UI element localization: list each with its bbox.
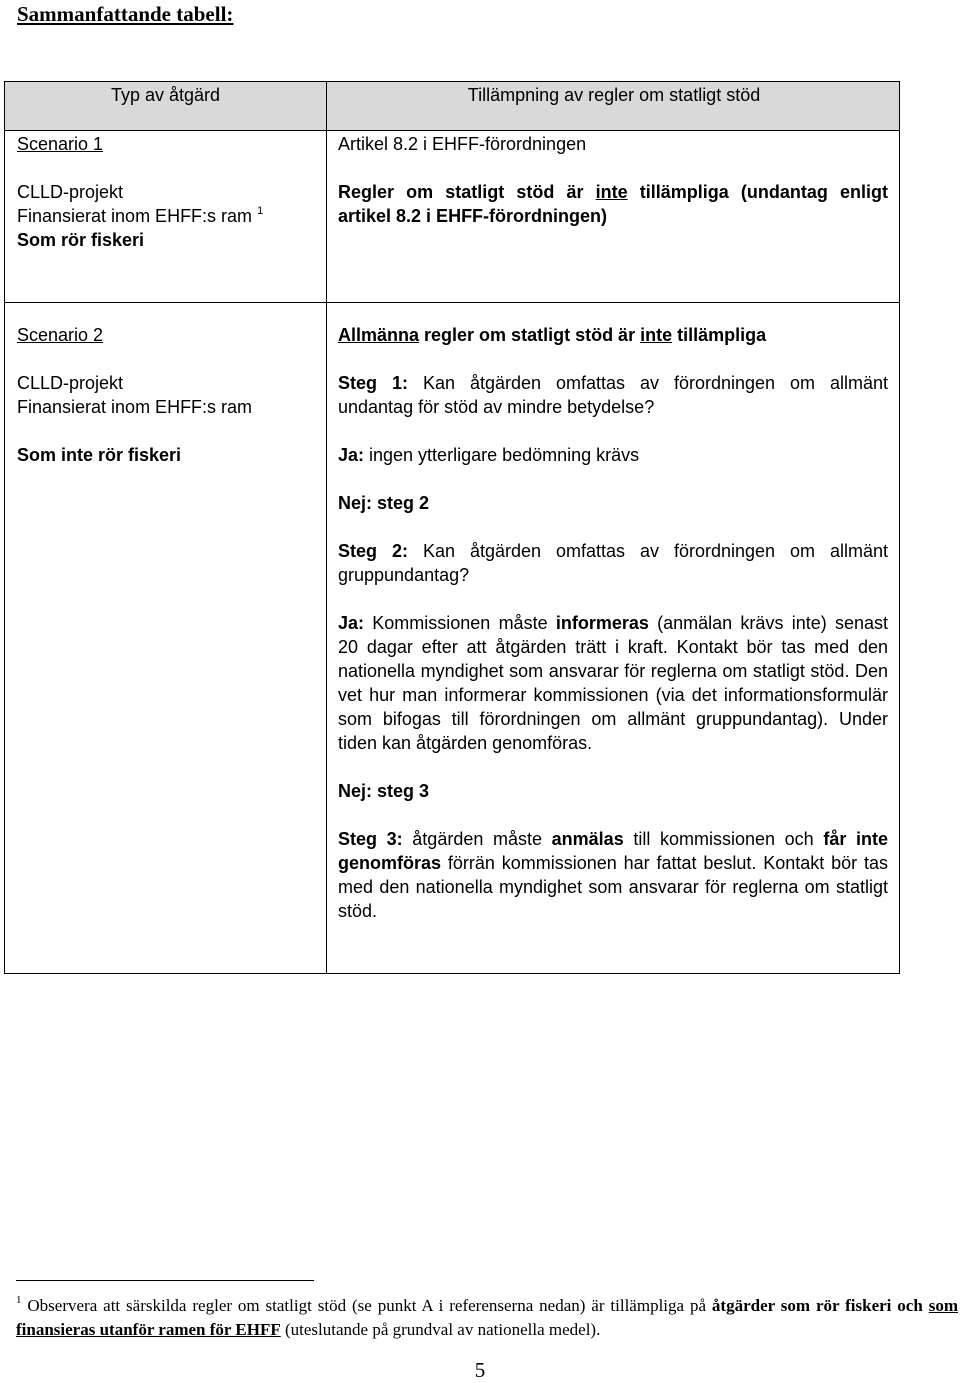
- table-column-divider: [326, 82, 327, 973]
- table-header-divider: [5, 130, 899, 131]
- row2-application-cell: [338, 323, 888, 923]
- row2-type-cell: [17, 323, 317, 467]
- row2-project: CLLD-projekt: [17, 373, 124, 393]
- row1-application-cell: [338, 132, 888, 228]
- footnote: $^1$ Observera att särskilda regler om statligt stöd (se punkt A i referenserna nedan) är tillämpliga på åtgärder som rör fiskeri och som finansieras utanför ramen för EHFF (uteslutande på grundval av nationella medel).: [16, 1294, 958, 1339]
- header-col-application: Tillämpning av regler om statligt stöd: [467, 85, 761, 105]
- footnote-reference: 1: [257, 205, 264, 217]
- row1-rule: Regler om statligt stöd är inte tillämpliga (undantag enligt artikel 8.2 i EHFF-förordningen): [338, 182, 888, 226]
- footnote-number: 1: [16, 1294, 22, 1307]
- row1-article: Artikel 8.2 i EHFF-förordningen: [338, 134, 587, 154]
- row2-scenario: Scenario 2: [17, 325, 104, 345]
- page-number: 5: [474, 1358, 486, 1382]
- row1-type-cell: [17, 132, 317, 252]
- header-col-type: Typ av åtgärd: [110, 85, 221, 105]
- row2-step2-no: Nej: steg 3: [338, 781, 430, 801]
- row1-category: Som rör fiskeri: [17, 230, 145, 250]
- row2-step1-no: Nej: steg 2: [338, 493, 430, 513]
- table-row-divider: [5, 302, 899, 303]
- row2-general-rule: Allmänna regler om statligt stöd är inte tillämpliga: [338, 325, 767, 345]
- row1-project: CLLD-projekt: [17, 182, 124, 202]
- row2-step1: Steg 1: Kan åtgärden omfattas av förordningen om allmänt undantag för stöd av mindre betydelse?: [338, 373, 888, 417]
- page-heading: Sammanfattande tabell:: [17, 2, 234, 26]
- summary-table: [4, 81, 900, 974]
- row2-step2-yes: Ja: Kommissionen måste informeras (anmälan krävs inte) senast 20 dagar efter att åtgärden trätt i kraft. Kontakt bör tas med den nationella myndighet som ansvarar för reglerna om statligt stöd. Den vet hur man informerar kommissionen (via det informationsformulär som bifogas till förordningen om allmänt gruppundantag). Under tiden kan åtgärden genomföras.: [338, 613, 888, 753]
- row2-step2: Steg 2: Kan åtgärden omfattas av förordningen om allmänt gruppundantag?: [338, 541, 888, 585]
- row2-financed: Finansierat inom EHFF:s ram: [17, 397, 253, 417]
- footnote-separator: [16, 1280, 314, 1281]
- row1-scenario: Scenario 1: [17, 134, 104, 154]
- row2-category: Som inte rör fiskeri: [17, 445, 182, 465]
- row1-financed: Finansierat inom EHFF:s ram $^1$: [17, 205, 264, 226]
- row2-step1-yes: Ja: ingen ytterligare bedömning krävs: [338, 445, 640, 465]
- row2-step3: Steg 3: åtgärden måste anmälas till kommissionen och får inte genomföras förrän kommissionen har fattat beslut. Kontakt bör tas med den nationella myndighet som ansvarar för reglerna om statligt stöd.: [338, 829, 888, 921]
